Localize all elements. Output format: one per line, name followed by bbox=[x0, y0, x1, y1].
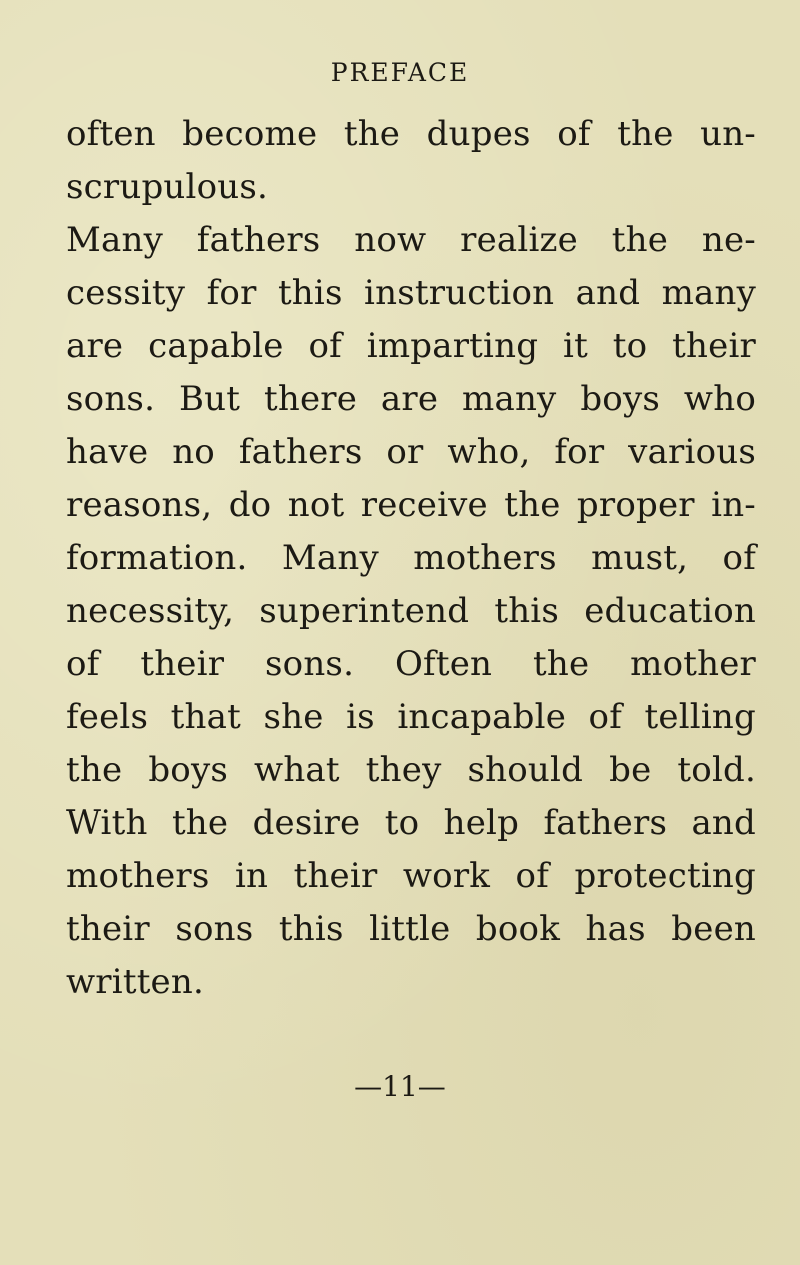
body-paragraphs bbox=[66, 108, 756, 1009]
page-number: —11— bbox=[354, 1070, 446, 1103]
text-line: necessity, superintend this education bbox=[66, 591, 756, 631]
text-line: their sons this little book has been bbox=[66, 909, 756, 949]
text-line: sons. But there are many boys who bbox=[66, 379, 756, 419]
text-line: scrupulous. bbox=[66, 167, 268, 207]
text-line: With the desire to help fathers and bbox=[66, 803, 756, 843]
text-line: Many fathers now realize the ne- bbox=[66, 220, 756, 260]
text-line: the boys what they should be told. bbox=[66, 750, 756, 790]
text-line: feels that she is incapable of telling bbox=[66, 697, 756, 737]
text-line: reasons, do not receive the proper in- bbox=[66, 485, 756, 525]
text-line: often become the dupes of the un- bbox=[66, 114, 756, 154]
text-line: cessity for this instruction and many bbox=[66, 273, 756, 313]
running-head: PREFACE bbox=[330, 58, 470, 87]
text-line: written. bbox=[66, 962, 204, 1002]
text-line: of their sons. Often the mother bbox=[66, 644, 756, 684]
text-line: are capable of imparting it to their bbox=[66, 326, 756, 366]
text-line: mothers in their work of protecting bbox=[66, 856, 756, 896]
text-line: have no fathers or who, for various bbox=[66, 432, 756, 472]
text-line: formation. Many mothers must, of bbox=[66, 538, 756, 578]
